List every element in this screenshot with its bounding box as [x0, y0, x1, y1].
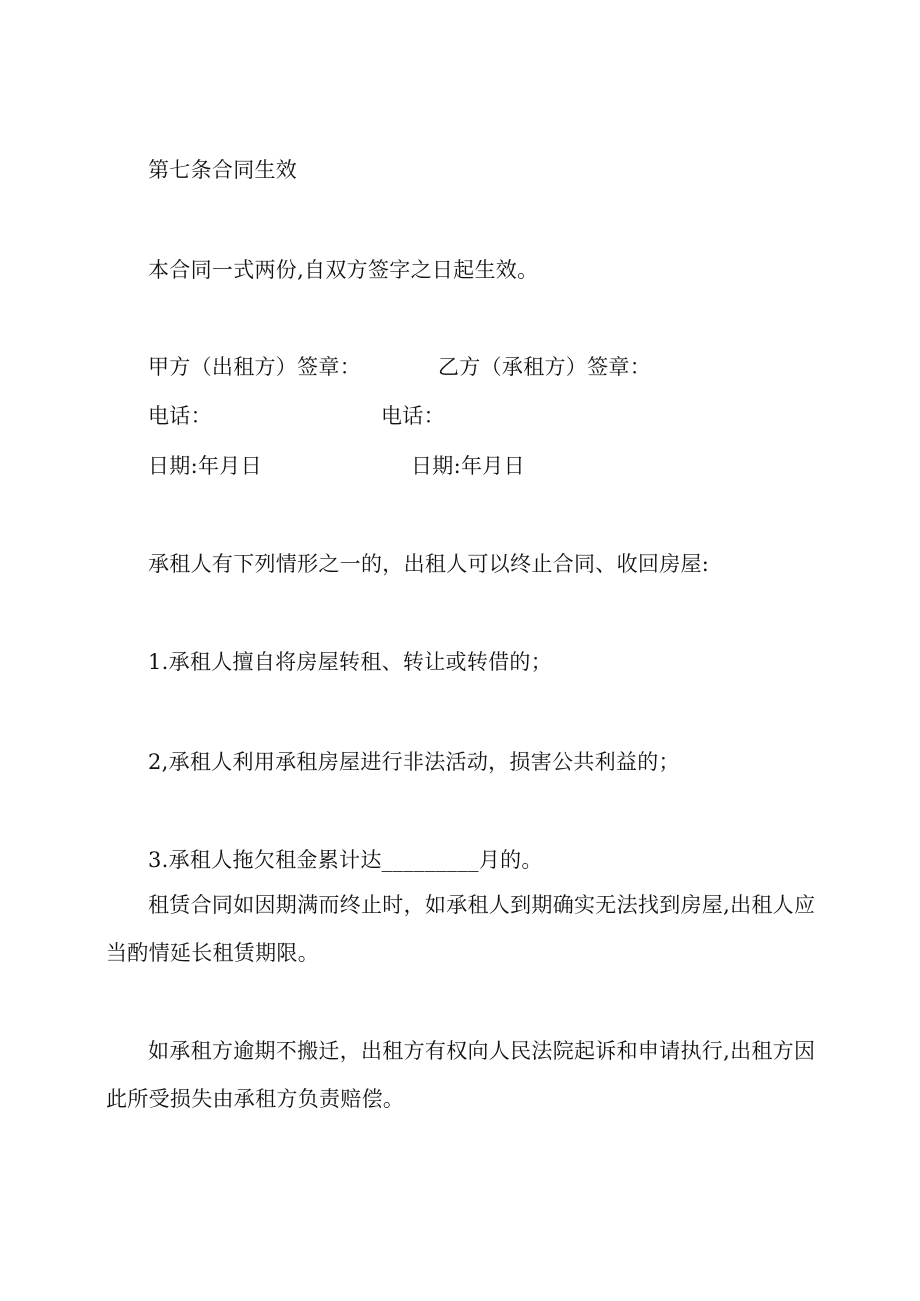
termination-intro: 承租人有下列情形之一的，出租人可以终止合同、收回房屋: [148, 552, 710, 576]
party-b-seal-label: 乙方（承租方）签章： [438, 355, 651, 379]
expiry-paragraph: 租赁合同如因期满而终止时，如承租人到期确实无法找到房屋,出租人应当酌情延长租赁期限。 [106, 893, 816, 965]
overdue-paragraph: 如承租方逾期不搬迁，出租方有权向人民法院起诉和申请执行,出租方因此所受损失由承租方负责赔偿。 [106, 1039, 816, 1111]
effect-clause: 本合同一式两份,自双方签字之日起生效。 [148, 258, 539, 282]
party-a-phone-label: 电话： [148, 404, 212, 428]
party-a-seal-label: 甲方（出租方）签章： [148, 355, 361, 379]
party-b-date-label: 日期:年月日 [411, 454, 525, 478]
party-a-date-label: 日期:年月日 [148, 454, 262, 478]
termination-item: 2,承租人利用承租房屋进行非法活动，损害公共利益的； [148, 750, 680, 774]
article-heading: 第七条合同生效 [148, 158, 298, 182]
termination-item: 3.承租人拖欠租金累计达_________月的。 [148, 848, 543, 872]
party-b-phone-label: 电话： [381, 404, 445, 428]
termination-item: 1.承租人擅自将房屋转租、转让或转借的； [148, 650, 553, 674]
